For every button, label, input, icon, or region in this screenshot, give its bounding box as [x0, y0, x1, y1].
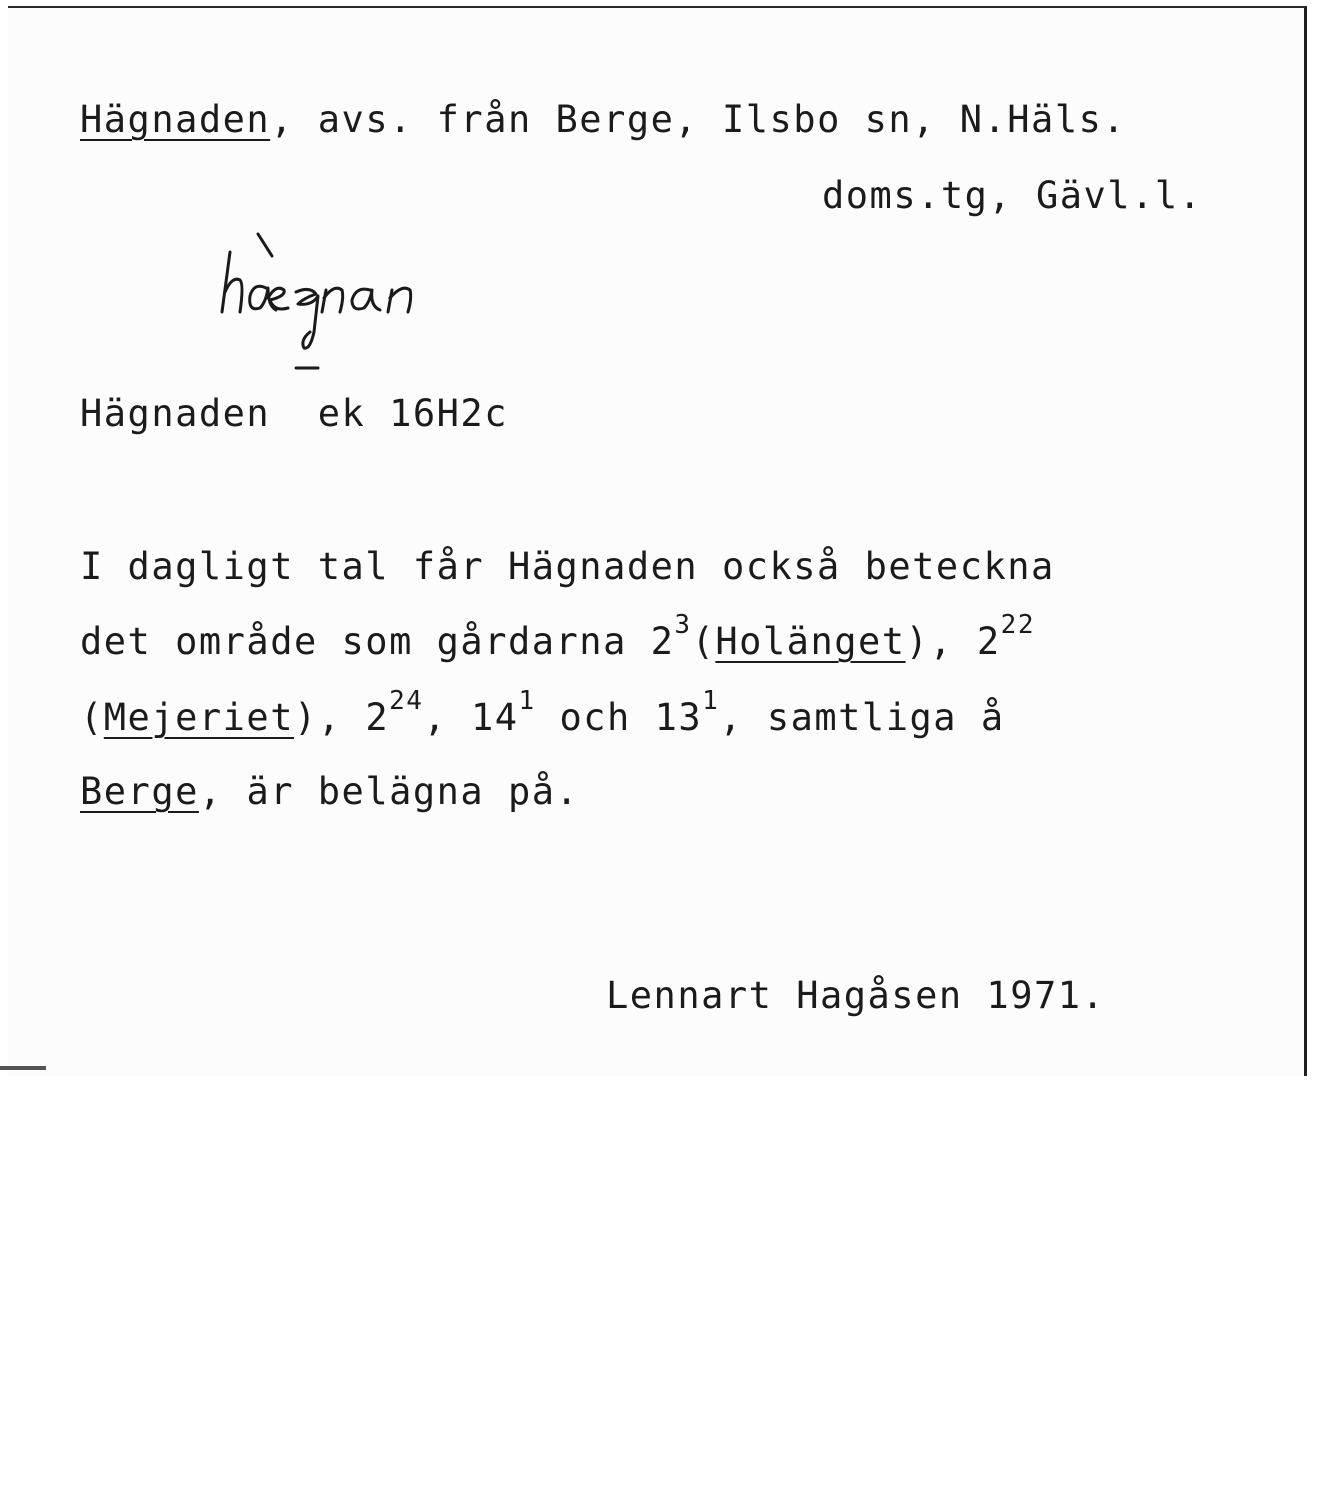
- body-line-3-d: , samtliga å: [719, 696, 1005, 739]
- paren-open-2: (: [80, 696, 104, 739]
- scan-edge-mark: [0, 1066, 46, 1070]
- heading-continuation-text: doms.tg, Gävl.l.: [822, 174, 1203, 217]
- handwritten-pronunciation: [218, 232, 458, 382]
- place-holanget: Holänget: [715, 620, 906, 663]
- body-line-3-a: ), 2: [294, 696, 390, 739]
- entry-code: ek 16H2c: [317, 392, 508, 435]
- superscript-1b: 1: [702, 685, 720, 716]
- body-line-3-c: och 13: [535, 696, 703, 739]
- body-line-2-pre: det område som gårdarna 2: [80, 620, 675, 663]
- place-mejeriet: Mejeriet: [103, 696, 294, 739]
- heading-continuation: [822, 174, 1202, 218]
- body-line-3-b: , 14: [423, 696, 519, 739]
- superscript-1a: 1: [518, 685, 536, 716]
- body-line-2-mid: ), 2: [905, 620, 1001, 663]
- body-line-2: [80, 609, 1035, 664]
- paren-open: (: [691, 620, 716, 663]
- place-berge: Berge: [80, 770, 199, 813]
- body-line-1: [80, 545, 1055, 589]
- handwritten-text-hidden: hægnan: [218, 232, 222, 233]
- heading-line: [80, 98, 1126, 142]
- body-line-1-text: I dagligt tal får Hägnaden också beteckna: [80, 545, 1055, 588]
- superscript-24: 24: [389, 685, 424, 716]
- body-line-3: [80, 685, 1005, 740]
- heading-description: , avs. från Berge, Ilsbo sn, N.Häls.: [270, 98, 1127, 141]
- superscript-22: 22: [1000, 609, 1035, 640]
- index-card: [8, 6, 1307, 1076]
- superscript-3: 3: [674, 609, 692, 640]
- entry-name: Hägnaden: [80, 392, 271, 435]
- body-line-4: [80, 770, 579, 814]
- signature-text: Lennart Hagåsen 1971.: [606, 974, 1106, 1017]
- entry-line: [80, 392, 508, 436]
- heading-place-name: Hägnaden: [80, 98, 271, 141]
- body-line-4-rest: , är belägna på.: [198, 770, 580, 813]
- signature: [606, 974, 1105, 1018]
